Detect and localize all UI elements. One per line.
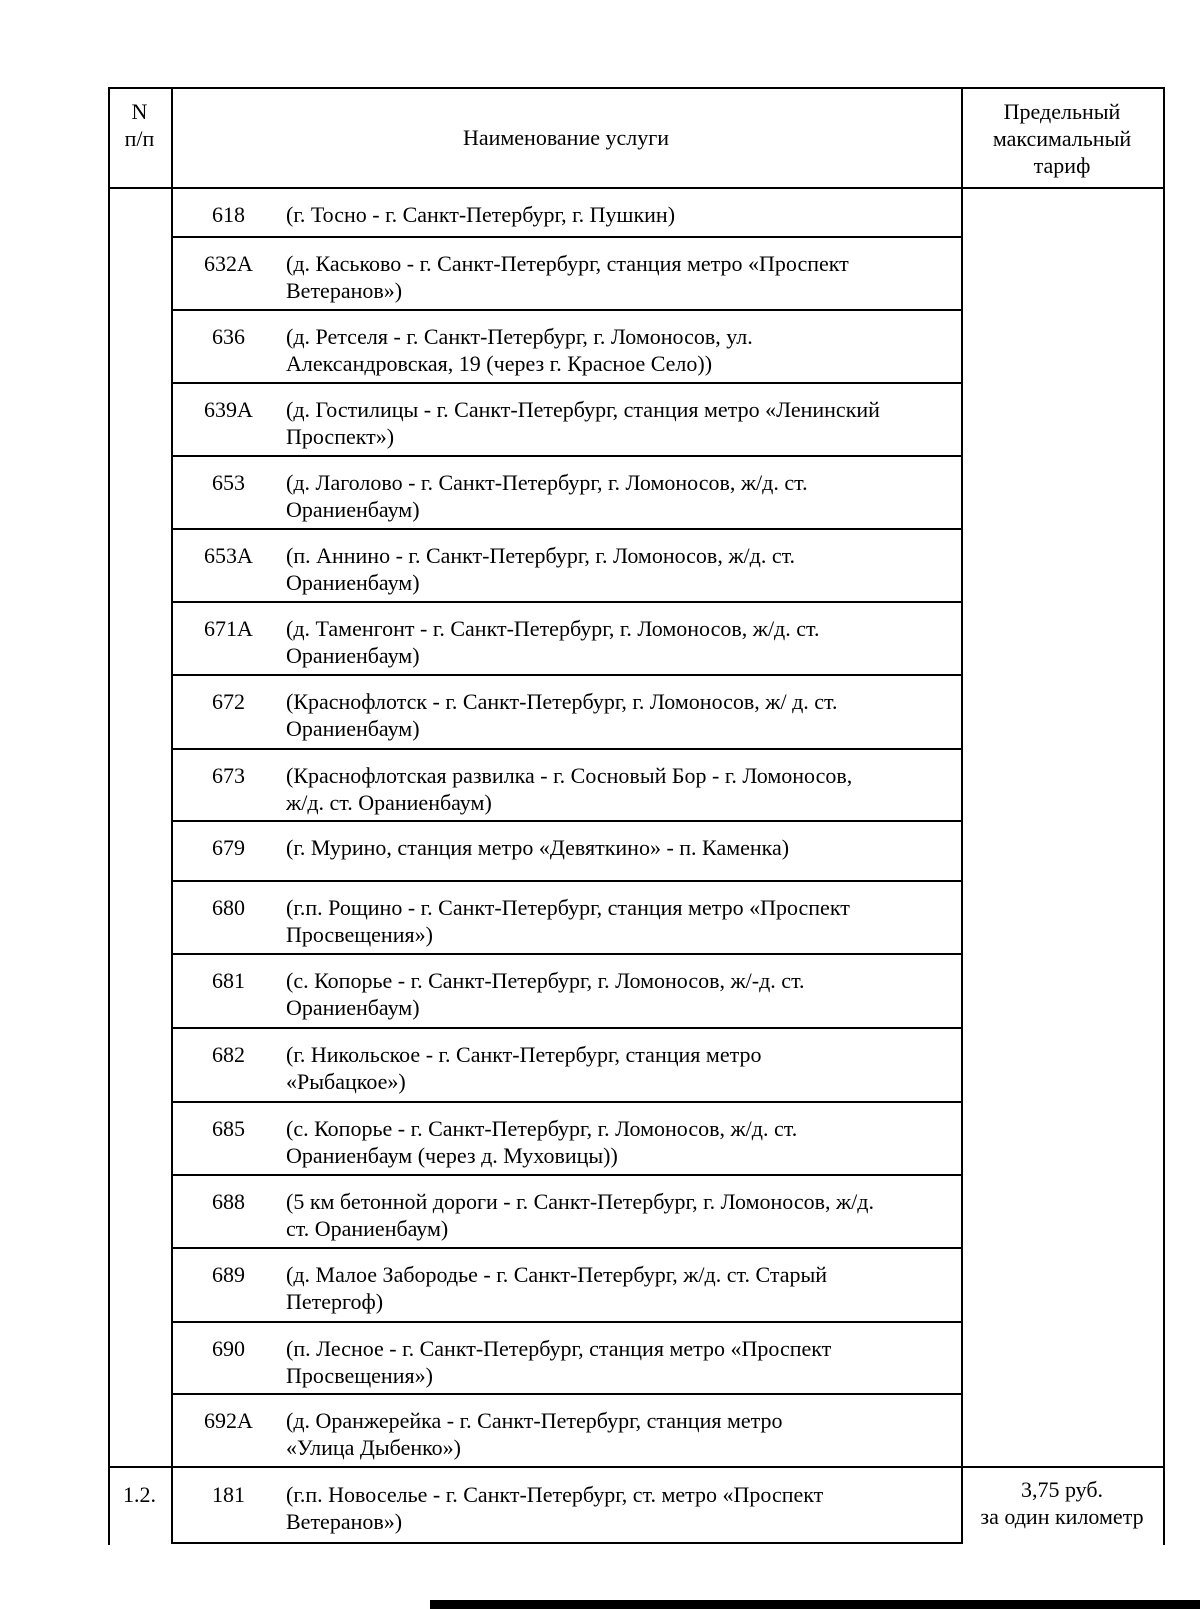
route-description: (г. Тосно - г. Санкт-Петербург, г. Пушкин) [286, 202, 676, 227]
route-number: 653А [204, 543, 253, 568]
row-bottom-border [171, 820, 963, 822]
route-description: (г. Никольское - г. Санкт-Петербург, станция метро «Рыбацкое») [286, 1042, 762, 1094]
route-description: (Краснофлотск - г. Санкт-Петербург, г. Ломоносов, ж/ д. ст. Ораниенбаум) [286, 689, 838, 741]
route-number: 673 [212, 763, 245, 788]
route-description: (Краснофлотская развилка - г. Сосновый Бор - г. Ломоносов, ж/д. ст. Ораниенбаум) [286, 763, 853, 815]
route-number: 689 [212, 1262, 245, 1287]
row-bottom-border [171, 880, 963, 882]
header-num: N п/п [124, 99, 155, 151]
route-number: 636 [212, 324, 245, 349]
route-number: 692А [204, 1408, 253, 1433]
route-number: 688 [212, 1189, 245, 1214]
route-number: 639А [204, 397, 253, 422]
table-left-border [108, 87, 110, 1545]
row-bottom-border [171, 1174, 963, 1176]
row-bottom-border [171, 1393, 963, 1395]
column-divider-tariff [961, 87, 963, 1544]
route-number: 679 [212, 835, 245, 860]
route-description: (с. Копорье - г. Санкт-Петербург, г. Ломоносов, ж/-д. ст. Ораниенбаум) [286, 968, 805, 1020]
row-bottom-border [171, 748, 963, 750]
route-description: (г.п. Рощино - г. Санкт-Петербург, станция метро «Проспект Просвещения») [286, 895, 850, 947]
route-description: (д. Малое Забородье - г. Санкт-Петербург, ж/д. ст. Старый Петергоф) [286, 1262, 828, 1314]
route-description: (г.п. Новоселье - г. Санкт-Петербург, ст. метро «Проспект Ветеранов») [286, 1482, 824, 1534]
header-bottom-border [108, 187, 1165, 189]
section-number: 1.2. [123, 1482, 156, 1507]
route-description: (д. Лаголово - г. Санкт-Петербург, г. Ломоносов, ж/д. ст. Ораниенбаум) [286, 470, 808, 522]
row-bottom-border [171, 601, 963, 603]
row-bottom-border [171, 1247, 963, 1249]
row-bottom-border [171, 309, 963, 311]
row-bottom-border [171, 674, 963, 676]
row-bottom-border [171, 953, 963, 955]
header-name: Наименование услуги [462, 125, 670, 150]
row-bottom-border [171, 382, 963, 384]
route-number: 632А [204, 251, 253, 276]
route-number: 672 [212, 689, 245, 714]
route-description: (д. Таменгонт - г. Санкт-Петербург, г. Ломоносов, ж/д. ст. Ораниенбаум) [286, 616, 820, 668]
section-top-border [108, 1466, 1165, 1468]
page-edge-bar [430, 1600, 1200, 1609]
column-divider-num [171, 87, 173, 1544]
route-description: (п. Лесное - г. Санкт-Петербург, станция метро «Проспект Просвещения») [286, 1336, 832, 1388]
row-bottom-border [171, 528, 963, 530]
header-tariff: Предельный максимальный тариф [992, 99, 1132, 178]
tariff-value: 3,75 руб. за один километр [980, 1477, 1144, 1529]
route-number: 685 [212, 1116, 245, 1141]
route-number: 690 [212, 1336, 245, 1361]
route-number: 682 [212, 1042, 245, 1067]
route-number: 181 [212, 1482, 245, 1507]
route-description: (г. Мурино, станция метро «Девяткино» - п. Каменка) [286, 835, 790, 860]
route-number: 618 [212, 202, 245, 227]
route-description: (д. Ретселя - г. Санкт-Петербург, г. Ломоносов, ул. Александровская, 19 (через г. Красное Село)) [286, 324, 753, 376]
table-top-border [108, 87, 1165, 89]
row-bottom-border [171, 1321, 963, 1323]
route-description: (5 км бетонной дороги - г. Санкт-Петербург, г. Ломоносов, ж/д. ст. Ораниенбаум) [286, 1189, 874, 1241]
row-bottom-border [171, 455, 963, 457]
route-number: 653 [212, 470, 245, 495]
row-bottom-border [171, 1027, 963, 1029]
route-number: 681 [212, 968, 245, 993]
row-bottom-border [171, 1101, 963, 1103]
route-description: (д. Гостилицы - г. Санкт-Петербург, станция метро «Ленинский Проспект») [286, 397, 880, 449]
row-bottom-border [171, 236, 963, 238]
route-number: 680 [212, 895, 245, 920]
route-number: 671А [204, 616, 253, 641]
table-right-border [1163, 87, 1165, 1545]
route-description: (п. Аннино - г. Санкт-Петербург, г. Ломоносов, ж/д. ст. Ораниенбаум) [286, 543, 796, 595]
route-description: (д. Оранжерейка - г. Санкт-Петербург, станция метро «Улица Дыбенко») [286, 1408, 783, 1460]
last-row-bottom-border [171, 1542, 963, 1544]
route-description: (с. Копорье - г. Санкт-Петербург, г. Ломоносов, ж/д. ст. Ораниенбаум (через д. Муховицы)) [286, 1116, 798, 1168]
route-description: (д. Каськово - г. Санкт-Петербург, станция метро «Проспект Ветеранов») [286, 251, 849, 303]
